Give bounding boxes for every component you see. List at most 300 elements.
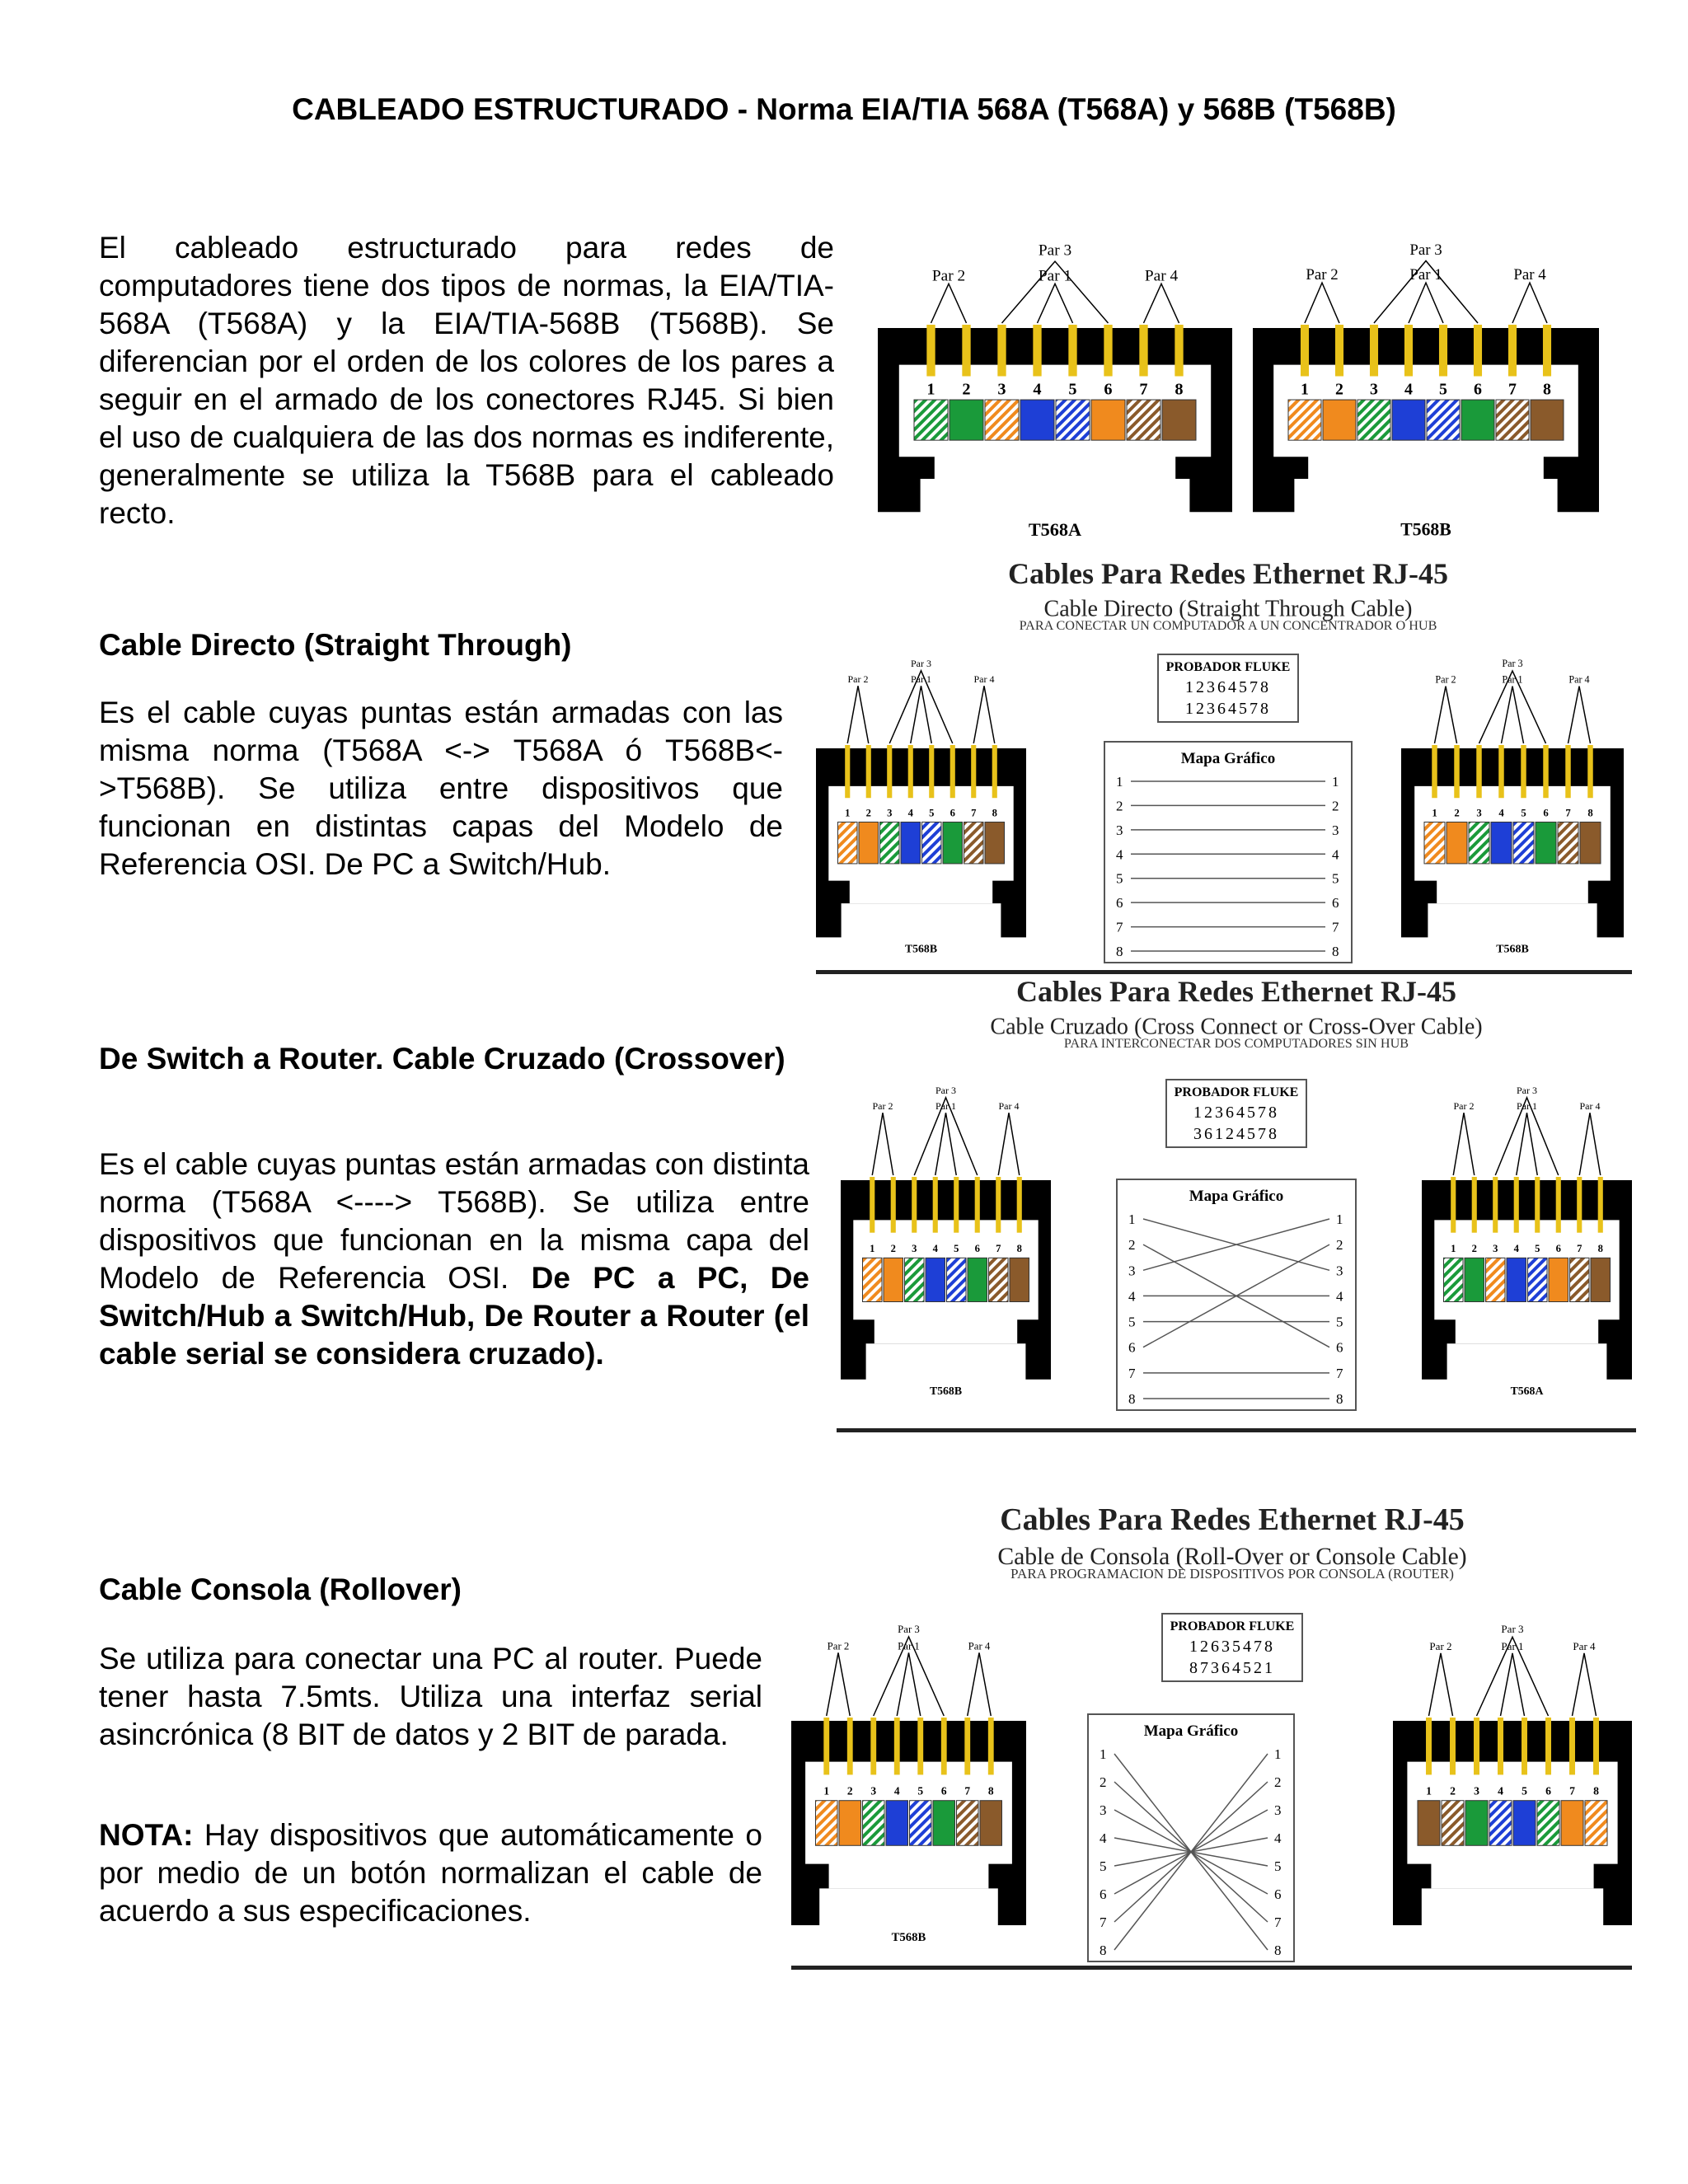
map-pin-right: 2 [1332,798,1339,814]
wire-color [980,1801,1002,1846]
pin-number: 3 [1474,1784,1479,1797]
pin-number: 2 [865,807,871,819]
pair-bracket [1573,1653,1597,1716]
standard-label: T568A [1510,1384,1544,1397]
standard-label: T568B [929,1384,963,1397]
pin-contact [964,1718,970,1774]
pin-contact [1508,325,1517,376]
pin-number: 1 [1451,1243,1456,1255]
figure-rule [791,1966,1632,1970]
wire-color [926,1258,945,1301]
map-pin-left: 1 [1128,1212,1136,1227]
pair-label: Par 1 [911,673,931,686]
pin-contact [845,745,850,798]
pin-number: 8 [1593,1784,1599,1797]
pin-number: 4 [1498,1784,1503,1797]
pin-contact [950,745,955,798]
fluke-seq-1: 12635478 [1189,1638,1275,1656]
map-pin-right: 4 [1332,846,1339,863]
wire-map [1088,1714,1294,1961]
pin-contact [988,1718,994,1774]
wire-color [901,822,921,863]
wire-color [1496,400,1529,440]
pin-number: 8 [1543,380,1551,399]
map-pin-left: 1 [1100,1746,1107,1762]
wire-color [1442,1801,1464,1846]
pair-label: Par 3 [1501,1623,1524,1636]
wire-color [985,400,1019,440]
fluke-seq-1: 12364578 [1185,678,1271,696]
pin-contact [917,1718,923,1774]
pin-number: 2 [962,380,971,399]
pair-label: Par 2 [847,673,869,686]
wire-color [968,1258,987,1301]
wire-color [1424,822,1445,863]
wire-color [1486,1258,1506,1301]
pin-contact [962,325,970,376]
pair-label: Par 4 [1573,1639,1596,1652]
figure-subtitle: Cable Directo (Straight Through Cable) [1043,596,1413,622]
map-pin-right: 5 [1332,870,1339,887]
wire-color [1461,400,1494,440]
wire-color [886,1801,908,1846]
pin-number: 1 [845,807,851,819]
wire-color [1127,400,1160,440]
pin-number: 4 [1498,807,1504,819]
pair-label: Par 2 [1429,1639,1452,1652]
pin-number: 7 [1508,380,1517,399]
map-pin-right: 4 [1274,1830,1282,1846]
wire-color [1570,1258,1590,1301]
pin-number: 7 [1139,380,1148,399]
wire-color [816,1801,838,1846]
wire-color [1561,1801,1583,1846]
note-paragraph [99,1816,762,1930]
pair-bracket [1579,1113,1601,1175]
pair-bracket [1453,1113,1475,1175]
pair-label: Par 1 [1038,267,1072,285]
pair-bracket [935,1113,957,1175]
map-pin-right: 1 [1336,1212,1343,1227]
pin-number: 2 [1471,1243,1477,1255]
figure-rule [816,970,1632,974]
pair-bracket [897,1652,921,1716]
wire-color [1357,400,1390,440]
wire-color [1558,822,1578,863]
wire-color [947,1258,967,1301]
pin-number: 6 [1545,1784,1551,1797]
map-pin-left: 2 [1128,1237,1136,1254]
pin-contact [1474,1718,1479,1774]
wire-color [1056,400,1090,440]
note-text: Hay dispositivos que automáticamente o por medio de un botón normalizan el cable de acuerdo a sus especificaciones. [99,1818,762,1928]
figure-banner: Cables Para Redes Ethernet RJ-45 [1008,557,1448,590]
map-pin-right: 6 [1336,1339,1343,1356]
pin-contact [1370,325,1378,376]
pin-number: 8 [987,1784,994,1797]
pin-number: 4 [1513,1243,1519,1255]
pin-number: 4 [1033,380,1042,399]
wire-map [1117,1179,1356,1410]
pin-number: 2 [1450,1784,1456,1797]
note-label: NOTA: [99,1818,194,1852]
wire-color [1427,400,1460,440]
standard-label: T568B [1400,519,1451,540]
wire-color [1465,1801,1488,1846]
pair-bracket [973,686,995,743]
wire-color [863,1258,883,1301]
pin-contact [894,1718,900,1774]
map-pin-right: 5 [1336,1314,1343,1330]
wire-color [1020,400,1054,440]
wire-color [1323,400,1356,440]
wire-color [910,1801,932,1846]
fluke-seq-2: 36124578 [1193,1125,1279,1143]
fluke-seq-2: 87364521 [1189,1659,1275,1677]
pin-contact [1426,1718,1432,1774]
pin-contact [1033,325,1041,376]
connector-right-t568a [1422,1085,1632,1397]
pair-label: Par 1 [1501,1639,1524,1652]
cross-text-bold: De PC a PC, De Switch/Hub a Switch/Hub, De Router a Router (el cable serial se considera cruzado). [99,1261,810,1371]
map-pin-right: 2 [1274,1774,1282,1790]
figure-note: PARA PROGRAMACION DE DISPOSITIVOS POR CONSOLA (ROUTER) [1010,1565,1454,1582]
pair-label: Par 1 [1502,673,1523,686]
wire-color [922,822,942,863]
wire-color [1536,822,1556,863]
map-pin-left: 8 [1116,944,1123,959]
pin-contact [997,325,1006,376]
pin-contact [954,1177,959,1233]
figure-banner: Cables Para Redes Ethernet RJ-45 [1000,1502,1465,1537]
figure-banner: Cables Para Redes Ethernet RJ-45 [1016,977,1456,1008]
wire-color [1091,400,1125,440]
pin-number: 8 [1175,380,1184,399]
pin-number: 3 [1370,380,1378,399]
wire-color [989,1258,1009,1301]
pin-contact [1498,745,1503,798]
pin-number: 2 [1335,380,1343,399]
pin-contact [971,745,976,798]
wire-color [1465,1258,1484,1301]
connector-t568a [878,241,1232,540]
map-pin-right: 7 [1274,1915,1282,1930]
wire-color [985,822,1005,863]
map-pin-right: 1 [1332,774,1339,790]
wire-color [859,822,879,863]
map-pin-right: 7 [1336,1365,1343,1381]
pin-contact [1521,745,1526,798]
pin-contact [933,1177,938,1233]
pin-number: 1 [823,1784,830,1797]
pin-number: 4 [893,1784,900,1797]
pair-label: Par 1 [1517,1100,1537,1113]
wire-map [1104,742,1352,963]
map-pin-right: 3 [1332,822,1339,838]
pair-label: Par 4 [968,1640,991,1652]
pin-contact [1598,1177,1603,1233]
pin-number: 8 [1587,807,1593,819]
pin-contact [1535,1177,1540,1233]
pin-number: 6 [950,807,955,819]
connector-left-t568b [791,1624,1026,1944]
pin-number: 4 [907,807,913,819]
pin-contact [1474,325,1482,376]
map-pin-right: 6 [1332,895,1339,912]
pin-contact [996,1177,1001,1233]
pair-bracket [998,1113,1020,1175]
map-pin-right: 4 [1336,1288,1343,1305]
pin-number: 6 [1104,380,1113,399]
straight-paragraph: Es el cable cuyas puntas están armadas con las misma norma (T568A <-> T568A ó T568B<->T568B). Se utiliza entre dispositivos que funcionan en distintas capas del Modelo de Referencia OSI. De PC a Switch/Hub. [99,696,783,881]
pin-number: 3 [912,1243,917,1255]
fluke-title: PROBADOR FLUKE [1170,1619,1295,1633]
map-pin-right: 7 [1332,919,1339,935]
wire-color [914,400,948,440]
wire-color [1491,822,1512,863]
connector-t568b [1253,241,1599,540]
pin-number: 5 [929,807,935,819]
pin-number: 1 [1301,380,1309,399]
wire-color [905,1258,925,1301]
pin-contact [866,745,871,798]
pin-contact [1577,1177,1582,1233]
standard-label: T568B [1496,943,1529,956]
wire-color [1392,400,1425,440]
straight-heading: Cable Directo (Straight Through) [99,628,572,662]
pair-label: Par 4 [998,1100,1020,1113]
pin-contact [1472,1177,1477,1233]
wire-color [884,1258,903,1301]
map-pin-left: 3 [1128,1263,1136,1279]
figure-note: PARA CONECTAR UN COMPUTADOR A UN CONCENTRADOR O HUB [1019,617,1437,633]
wire-color [838,822,858,863]
map-pin-right: 5 [1274,1858,1282,1874]
console-heading: Cable Consola (Rollover) [99,1572,462,1606]
map-pin-left: 2 [1116,798,1123,814]
pair-label: Par 1 [935,1100,956,1113]
map-pin-left: 5 [1128,1314,1136,1330]
map-title: Mapa Gráfico [1143,1722,1239,1740]
wire-color [1489,1801,1512,1846]
pin-number: 5 [1522,1784,1527,1797]
pair-label: Par 3 [1502,658,1523,670]
wire-color [950,400,983,440]
pin-contact [1017,1177,1022,1233]
pin-contact [926,325,935,376]
wire-color [1580,822,1601,863]
pin-contact [1175,325,1183,376]
pair-bracket [911,686,932,743]
pin-number: 6 [1474,380,1482,399]
fluke-tester-box [1162,1614,1302,1681]
pin-contact [1404,325,1413,376]
pin-contact [1450,1718,1456,1774]
wire-color [1469,822,1489,863]
map-pin-right: 8 [1332,944,1339,959]
pin-number: 5 [917,1784,924,1797]
pair-bracket [1038,284,1073,323]
map-pin-left: 7 [1116,919,1123,935]
cross-text: Es el cable cuyas puntas están armadas con distinta norma (T568A <----> T568B). Se utiliza entre dispositivos que funcionan en la misma capa del Modelo de Referencia OSI. [99,1147,809,1295]
wire-color [1513,822,1534,863]
pair-label: Par 1 [1409,266,1442,284]
map-pin-left: 7 [1100,1915,1107,1930]
pin-contact [1104,325,1112,376]
pin-number: 6 [1555,1243,1561,1255]
pin-number: 2 [846,1784,853,1797]
wire-color [1288,400,1321,440]
pair-label: Par 2 [1435,673,1456,686]
pin-number: 3 [1476,807,1482,819]
wire-color [1513,1801,1536,1846]
figure-rule [837,1428,1636,1432]
figure-subtitle: Cable Cruzado (Cross Connect or Cross-Over Cable) [990,1014,1483,1040]
pin-number: 7 [971,807,977,819]
map-title: Mapa Gráfico [1189,1188,1284,1205]
pin-number: 5 [1535,1243,1540,1255]
wire-color [880,822,900,863]
map-pin-left: 6 [1116,895,1123,912]
pair-label: Par 4 [1568,673,1590,686]
wire-color [957,1801,979,1846]
pin-number: 2 [890,1243,896,1255]
pin-number: 7 [1569,1784,1575,1797]
map-pin-left: 4 [1128,1288,1136,1305]
pin-number: 4 [1404,380,1413,399]
pair-label: Par 2 [1453,1100,1475,1113]
pin-number: 3 [1493,1243,1498,1255]
map-pin-left: 6 [1100,1886,1107,1902]
pair-label: Par 3 [935,1085,956,1096]
wire-color [964,822,984,863]
map-pin-right: 8 [1336,1391,1343,1407]
pin-number: 5 [1521,807,1526,819]
pin-contact [1514,1177,1519,1233]
pin-contact [1543,325,1551,376]
pin-contact [941,1718,947,1774]
pin-number: 6 [940,1784,947,1797]
pin-contact [823,1718,829,1774]
pin-contact [929,745,934,798]
figure-subtitle: Cable de Consola (Roll-Over or Console Cable) [997,1543,1467,1570]
wire-color [1010,1258,1029,1301]
pin-contact [1451,1177,1456,1233]
pin-number: 1 [870,1243,875,1255]
pin-contact [1493,1177,1498,1233]
pair-bracket [1512,283,1547,323]
wire-color [1549,1258,1568,1301]
map-pin-left: 3 [1116,822,1123,838]
map-pin-left: 6 [1128,1339,1136,1356]
pin-contact [1476,745,1481,798]
pair-label: Par 4 [973,673,995,686]
map-pin-left: 2 [1100,1774,1107,1790]
pair-label: Par 2 [931,267,966,285]
pin-contact [1068,325,1076,376]
pin-contact [891,1177,896,1233]
map-pin-left: 4 [1116,846,1123,863]
wire-color [839,1801,861,1846]
pin-contact [1139,325,1147,376]
map-pin-right: 1 [1274,1746,1282,1762]
pair-label: Par 3 [1517,1085,1537,1096]
map-pin-left: 4 [1100,1830,1107,1846]
pin-contact [870,1177,874,1233]
standard-label: T568A [1028,519,1082,541]
figure-note: PARA INTERCONECTAR DOS COMPUTADORES SIN HUB [1063,1035,1409,1051]
console-paragraph: Se utiliza para conectar una PC al router. Puede tener hasta 7.5mts. Utiliza una interfaz serial asincrónica (8 BIT de datos y 2 BIT de parada. [99,1642,762,1751]
pair-label: Par 1 [898,1640,920,1652]
pin-number: 4 [932,1243,938,1255]
map-title: Mapa Gráfico [1180,750,1276,767]
pair-label: Par 3 [911,658,931,669]
pin-contact [908,745,913,798]
map-pin-left: 7 [1128,1365,1136,1381]
figure-straight-cable [812,554,1636,974]
map-pin-right: 3 [1274,1802,1282,1818]
pin-contact [1498,1718,1503,1774]
map-pin-left: 8 [1100,1943,1107,1958]
figure-cross-cable [837,977,1636,1438]
pin-number: 7 [1577,1243,1582,1255]
pin-contact [975,1177,980,1233]
pair-label: Par 3 [1038,241,1072,260]
map-pin-right: 6 [1274,1886,1282,1902]
pin-contact [1569,1718,1575,1774]
pin-number: 1 [1432,807,1437,819]
pin-number: 7 [1565,807,1571,819]
map-pin-right: 8 [1274,1943,1282,1958]
connector-right-t568b [1401,658,1624,955]
pin-number: 5 [1068,380,1077,399]
fluke-tester-box [1158,654,1298,722]
wire-color [1418,1801,1440,1846]
pair-bracket [1517,1113,1538,1175]
pin-contact [847,1718,853,1774]
pin-number: 6 [974,1243,980,1255]
pin-number: 5 [954,1243,959,1255]
wire-color [1444,1258,1464,1301]
fluke-seq-2: 12364578 [1185,700,1271,718]
pair-bracket [1144,284,1179,323]
pin-contact [1454,745,1459,798]
pair-bracket [1429,1653,1453,1716]
pin-number: 7 [964,1784,971,1797]
wire-color [863,1801,885,1846]
pair-label: Par 4 [1513,266,1546,284]
pair-bracket [847,686,869,743]
intro-paragraph: El cableado estructurado para redes de computadores tiene dos tipos de normas, la EIA/TIA-568A (T568A) y la EIA/TIA-568B (T568B). Se diferencian por el orden de los colores de los pares a seguir en el armado de los conectores RJ45. Si bien el uso de cualquiera de las dos normas es indiferente, generalmente se utiliza la T568B para el cableado recto. [99,231,834,530]
pin-contact [1301,325,1309,376]
pin-contact [1565,745,1570,798]
wire-color [1591,1258,1611,1301]
figure-standards [870,239,1603,544]
pin-contact [1587,745,1592,798]
wire-color [1162,400,1196,440]
wire-color [1537,1801,1559,1846]
fluke-seq-1: 12364578 [1193,1104,1279,1122]
fluke-tester-box [1166,1080,1306,1147]
pair-label: Par 4 [1144,267,1179,285]
pin-contact [1335,325,1343,376]
pin-number: 8 [992,807,997,819]
map-pin-right: 3 [1336,1263,1343,1279]
connector-right-reversed [1393,1623,1632,1925]
wire-color [943,822,963,863]
pin-contact [1439,325,1447,376]
figure-console-cable [787,1500,1636,1978]
